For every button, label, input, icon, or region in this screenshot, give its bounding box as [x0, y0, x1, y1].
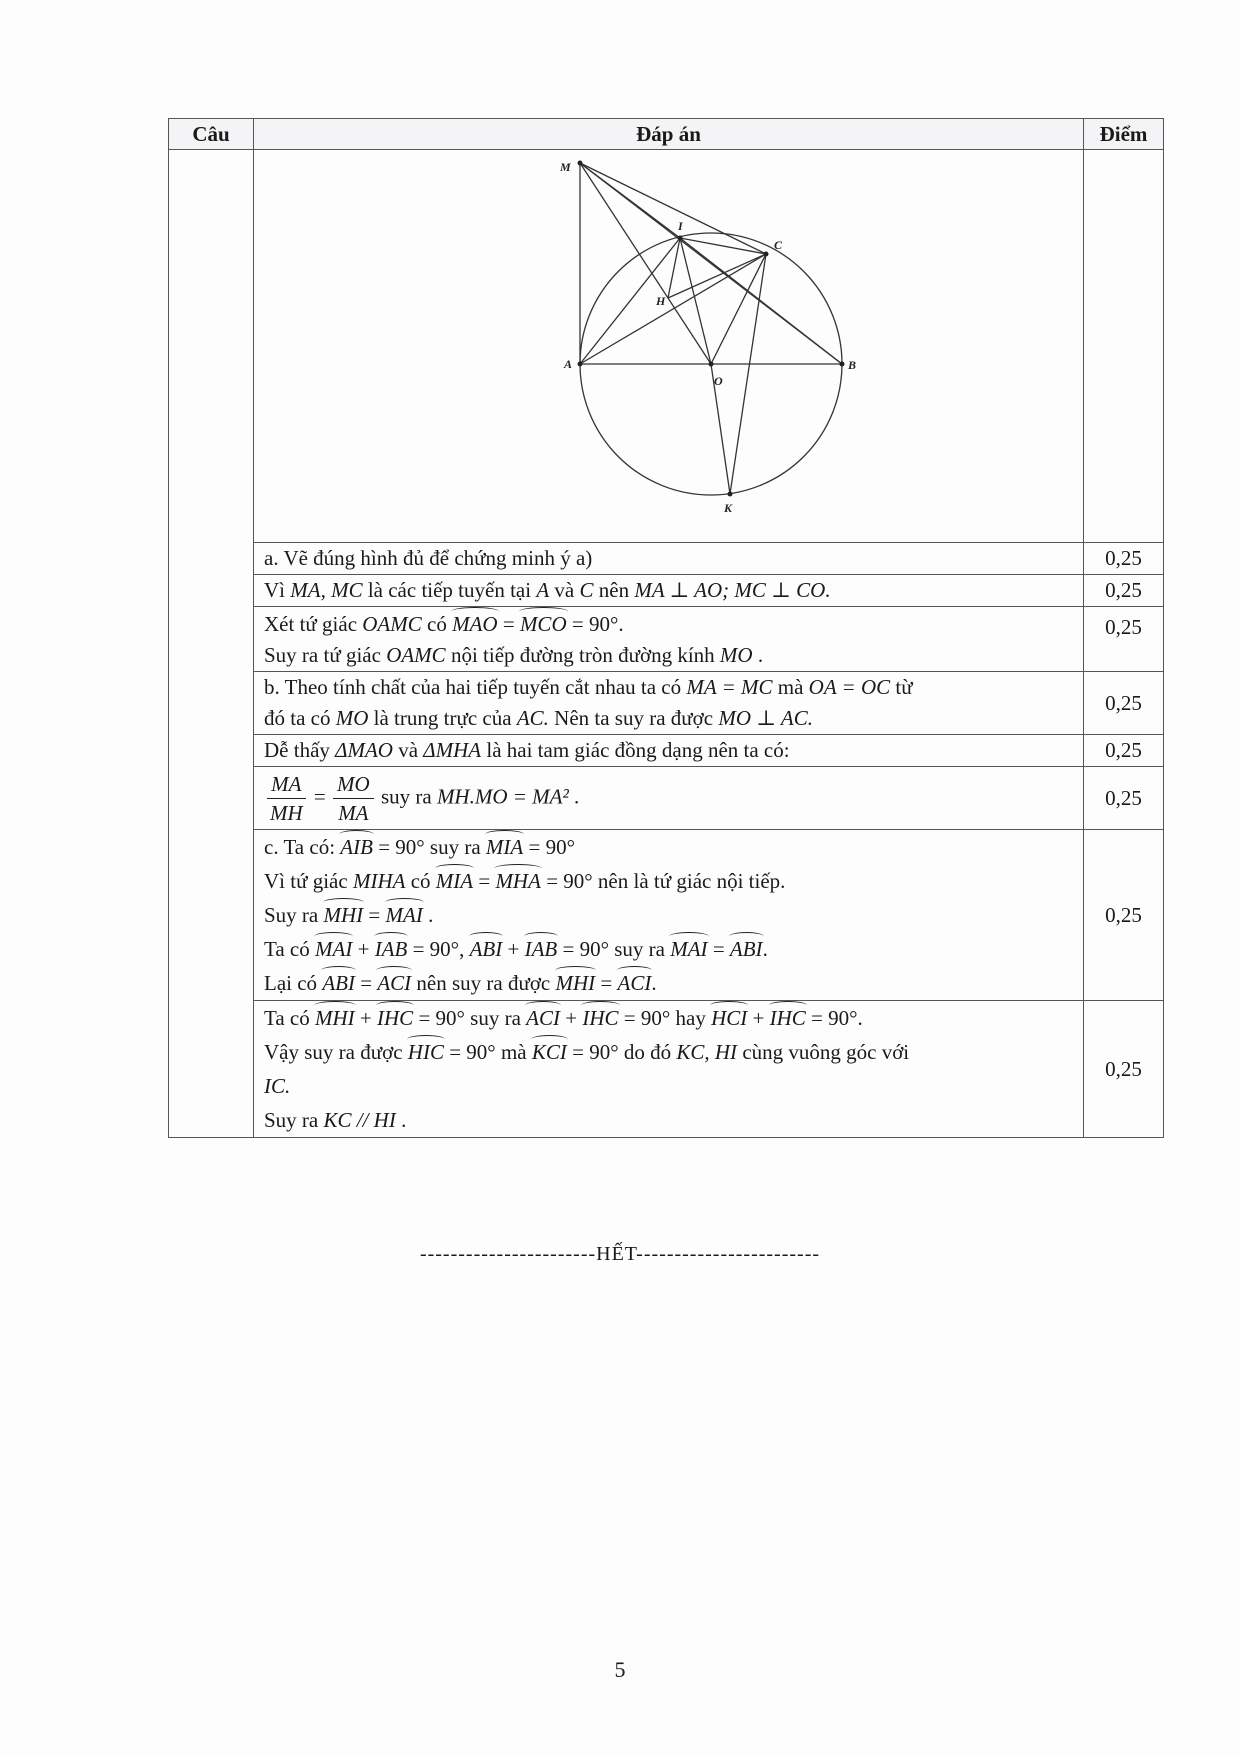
angle: MHI [556, 966, 596, 994]
table-header-row [169, 119, 1164, 150]
line [264, 1103, 1073, 1137]
text: nên [593, 578, 635, 602]
fraction [333, 770, 374, 827]
math: C [579, 578, 594, 602]
segment-mo [580, 163, 711, 364]
text: Ta có [264, 937, 316, 961]
math: IC. [264, 1074, 291, 1098]
line [264, 898, 1073, 932]
answer-row-6 [169, 767, 1164, 830]
points-cell-2: 0,25 [1084, 575, 1164, 607]
math: MO [719, 643, 753, 667]
text: = 90° suy ra [372, 835, 486, 859]
angle: MHI [324, 898, 364, 926]
math: MO [335, 706, 369, 730]
text: = 90° mà [443, 1040, 532, 1064]
text: = [497, 612, 520, 636]
angle: MAI [315, 932, 352, 960]
text: Suy ra tứ giác [264, 643, 387, 667]
label-k: K [724, 501, 733, 515]
answer-row-7 [169, 830, 1164, 1001]
text: . [752, 643, 764, 667]
text: b. Theo tính chất của hai tiếp tuyến cắt nhau ta có [264, 675, 687, 699]
math: ΔMHA [423, 738, 482, 762]
line [264, 1069, 1073, 1103]
dot-o [709, 362, 714, 367]
line [264, 672, 1073, 703]
dot-i [678, 236, 683, 241]
figure-cell [254, 150, 1084, 543]
line [264, 1001, 1073, 1035]
text: + [560, 1006, 583, 1030]
math: MIHA [352, 869, 406, 893]
segment-io [680, 238, 711, 364]
answer-row-2 [169, 575, 1164, 607]
label-m: M [560, 160, 571, 174]
answer-row-4 [169, 672, 1164, 735]
segment-hc [668, 254, 766, 298]
page-number: 5 [614, 1657, 626, 1682]
angle: IHC [770, 1001, 806, 1029]
math: OAMC [362, 612, 422, 636]
fraction-numerator: MA [267, 770, 305, 799]
text: là trung trực của [368, 706, 517, 730]
text: + [352, 937, 375, 961]
line [264, 607, 1073, 640]
points-cell-8: 0,25 [1084, 1001, 1164, 1138]
answer-row-1 [169, 543, 1164, 575]
text: nội tiếp đường tròn đường kính [445, 643, 720, 667]
math: KC [676, 1040, 705, 1064]
math: AC. [516, 706, 549, 730]
angle: MAI [386, 898, 423, 926]
label-a: A [564, 357, 573, 371]
text: và [549, 578, 580, 602]
fraction [266, 770, 307, 827]
label-c: C [774, 238, 783, 252]
angle: ABI [470, 932, 503, 960]
answer-cell-7 [254, 830, 1084, 1001]
label-o: O [714, 374, 723, 388]
text: = 90°. [566, 612, 624, 636]
dot-a [578, 362, 583, 367]
math: A [536, 578, 550, 602]
text: = [707, 937, 730, 961]
text: = [595, 971, 618, 995]
angle: MHI [315, 1001, 355, 1029]
text: Dễ thấy [264, 738, 336, 762]
text: . [762, 937, 768, 961]
text: Suy ra [264, 1108, 324, 1132]
angle: ABI [730, 932, 763, 960]
angle: IAB [375, 932, 408, 960]
math: OA = OC [808, 675, 891, 699]
text: = [308, 783, 332, 808]
points-cell-3: 0,25 [1084, 607, 1164, 672]
text: là các tiếp tuyến tại [362, 578, 537, 602]
question-number-cell [169, 150, 254, 1138]
text: = [473, 869, 496, 893]
points-cell-6: 0,25 [1084, 767, 1164, 830]
fraction-numerator: MO [333, 770, 374, 799]
angle: IAB [525, 932, 558, 960]
text: = 90° suy ra [557, 937, 671, 961]
text: = 90°. [805, 1006, 863, 1030]
text: . [568, 783, 580, 808]
text: là hai tam giác đồng dạng nên ta có: [481, 738, 790, 762]
angle: IHC [582, 1001, 618, 1029]
text: = [363, 903, 386, 927]
answer-cell-6 [254, 767, 1084, 830]
points-cell-7: 0,25 [1084, 830, 1164, 1001]
text: Vì tứ giác [264, 869, 353, 893]
answer-row-3 [169, 607, 1164, 672]
angle: MAO [452, 607, 498, 635]
math: MO ⊥ AC. [718, 706, 813, 730]
dot-k [728, 492, 733, 497]
fraction-denominator: MH [270, 800, 303, 825]
math: KC // HI [323, 1108, 396, 1132]
angle: ACI [526, 1001, 560, 1029]
header-points: Điểm [1084, 119, 1164, 150]
line [264, 966, 1073, 1000]
text: = 90° [523, 835, 575, 859]
text: có [421, 612, 453, 636]
answer-cell-3 [254, 607, 1084, 672]
text: mà [772, 675, 809, 699]
angle: IHC [377, 1001, 413, 1029]
angle: MIA [486, 830, 523, 858]
text: Ta có [264, 1006, 316, 1030]
text: đó ta có [264, 706, 336, 730]
text: + [747, 1006, 770, 1030]
text: , [704, 1040, 715, 1064]
points-cell-5: 0,25 [1084, 735, 1164, 767]
text: c. Ta có: [264, 835, 341, 859]
text: . [395, 1108, 407, 1132]
angle: MCO [520, 607, 567, 635]
segment-mc [580, 163, 766, 254]
text: nên suy ra được [411, 971, 556, 995]
answer-row-5 [169, 735, 1164, 767]
text: có [405, 869, 436, 893]
end-marker: -----------------------HẾT------------------------ [419, 1243, 821, 1265]
text: từ [890, 675, 913, 699]
line [264, 640, 1073, 671]
label-i: I [678, 219, 683, 233]
points-cell-4: 0,25 [1084, 672, 1164, 735]
answer-cell-8 [254, 1001, 1084, 1138]
line [264, 864, 1073, 898]
angle: HCI [711, 1001, 747, 1029]
text: = 90° do đó [566, 1040, 677, 1064]
text: Vậy suy ra được [264, 1040, 408, 1064]
text: Lại có [264, 971, 323, 995]
answer-cell-5 [254, 735, 1084, 767]
text: + [502, 937, 525, 961]
angle: ACI [618, 966, 652, 994]
math: ΔMAO [335, 738, 393, 762]
angle: HIC [408, 1035, 444, 1063]
figure-row [169, 150, 1164, 543]
angle: KCI [532, 1035, 567, 1063]
answer-cell-4 [254, 672, 1084, 735]
dot-c [764, 252, 769, 257]
text: suy ra [375, 783, 437, 808]
text: . [422, 903, 434, 927]
header-answer: Đáp án [254, 119, 1084, 150]
angle: MAI [670, 932, 707, 960]
line [264, 932, 1073, 966]
answer-cell-2 [254, 575, 1084, 607]
angle: AIB [340, 830, 373, 858]
math: MA ⊥ AO; MC ⊥ CO. [634, 578, 831, 602]
math: HI [714, 1040, 738, 1064]
math: MA = MC [686, 675, 773, 699]
angle: MHA [495, 864, 541, 892]
label-b: B [848, 358, 857, 372]
line [264, 830, 1073, 864]
label-h: H [656, 294, 666, 308]
text: Xét tứ giác [264, 612, 363, 636]
angle: ABI [322, 966, 355, 994]
text: và [392, 738, 424, 762]
text: = 90° hay [618, 1006, 712, 1030]
text: Suy ra [264, 903, 324, 927]
text: = 90° nên là tứ giác nội tiếp. [540, 869, 786, 893]
line [264, 703, 1073, 734]
text: cùng vuông góc với [737, 1040, 910, 1064]
points-cell-1: 0,25 [1084, 543, 1164, 575]
math: MH.MO = MA² [436, 783, 569, 808]
text: + [354, 1006, 378, 1030]
text: . [651, 971, 657, 995]
line [264, 1035, 1073, 1069]
figure-points-cell [1084, 150, 1164, 543]
text: = 90° suy ra [413, 1006, 527, 1030]
text: = [354, 971, 378, 995]
dot-b [840, 362, 845, 367]
text: Vì [264, 578, 291, 602]
fraction-denominator: MA [338, 800, 369, 825]
math: OAMC [386, 643, 446, 667]
answer-table [168, 118, 1164, 1138]
answer-cell-1: a. Vẽ đúng hình đủ để chứng minh ý a) [254, 543, 1084, 575]
segment-hi [668, 238, 680, 298]
text: = 90°, [407, 937, 470, 961]
geometry-figure [254, 150, 1064, 542]
dot-m [578, 161, 583, 166]
text: Nên ta suy ra được [548, 706, 719, 730]
math: MA, MC [290, 578, 363, 602]
header-question: Câu [169, 119, 254, 150]
angle: MIA [436, 864, 473, 892]
angle: ACI [377, 966, 411, 994]
answer-row-8 [169, 1001, 1164, 1138]
